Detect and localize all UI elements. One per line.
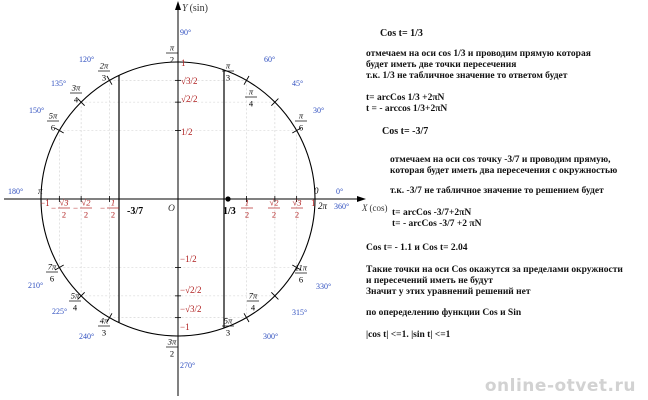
deg-135: 135° [51, 79, 67, 88]
fraction-num: √3 [292, 197, 302, 208]
fraction-num: π [169, 42, 175, 53]
note-line: |cos t| <=1. |sin t| <=1 [366, 330, 451, 340]
note-line: т.к. -3/7 не табличное значение то решением будет [390, 186, 604, 196]
fraction-label [46, 262, 58, 284]
fraction-num: π [248, 86, 254, 97]
fraction-num: 7π [248, 290, 258, 301]
deg-180: 180° [8, 187, 24, 196]
fraction-num: π [298, 110, 304, 121]
x-axis-arrow [357, 196, 366, 202]
note-line: т.к. 1/3 не табличное значение то ответом будет [366, 71, 568, 81]
y-axis-label: Y (sin) [182, 3, 208, 14]
fraction-den: 3 [225, 327, 231, 338]
deg-270: 270° [180, 361, 196, 370]
minus-sign: − [73, 203, 79, 213]
note-line: отмечаем на оси cos точку -3/7 и проводим прямую, [390, 155, 611, 165]
fraction-num: 3π [167, 336, 177, 347]
fraction-num: 5π [48, 110, 58, 121]
fraction-label [268, 198, 280, 220]
fraction-den: 3 [101, 327, 107, 338]
note-line: t= - arcCos -3/7 +2 πN [392, 219, 482, 229]
marker-point-pos [225, 196, 230, 201]
note-line: Cos t= 1/3 [380, 28, 423, 39]
fraction-label [69, 291, 81, 313]
radian-label: 2π [318, 201, 328, 211]
fraction-den: 2 [110, 209, 116, 220]
deg-30: 30° [313, 106, 325, 115]
fraction-num: 7π [47, 261, 57, 272]
fraction-den: 4 [72, 302, 78, 313]
note-line: Cos t= -3/7 [382, 126, 429, 137]
fraction-num: 1 [110, 197, 116, 208]
fraction-num: 5π [70, 290, 80, 301]
note-line: Cos t= - 1.1 и Cos t= 2.04 [366, 243, 468, 253]
sin-tick-label: −√3/2 [180, 304, 202, 314]
angle-spoke [244, 76, 249, 85]
cos-tick-label: 1 [311, 198, 316, 208]
fraction-label [98, 61, 110, 83]
fraction-den: 2 [83, 209, 89, 220]
origin-label: O [168, 204, 175, 214]
fraction-num: 11π [294, 262, 308, 273]
fraction-den: 2 [271, 209, 277, 220]
fraction-den: 6 [298, 274, 304, 285]
deg-90: 90° [180, 28, 192, 37]
minus-sign: − [100, 203, 106, 213]
fraction-label [295, 263, 308, 285]
note-line: t= arcCos -3/7+2πN [392, 208, 472, 218]
marker-label-pos: 1/3 [223, 206, 236, 217]
sin-tick-label: 1/2 [181, 127, 193, 137]
fraction-num: 4π [99, 315, 109, 326]
fraction-den: 6 [49, 273, 55, 284]
deg-210: 210° [28, 281, 44, 290]
fraction-label [166, 43, 178, 65]
angle-spoke [55, 265, 64, 270]
radian-label: 0 [314, 186, 319, 196]
deg-315: 315° [292, 308, 308, 317]
x-axis-label: X (cos) [362, 203, 388, 213]
fraction-num: √2 [81, 197, 91, 208]
sin-tick-label: −√2/2 [180, 285, 202, 295]
deg-45: 45° [292, 79, 304, 88]
fraction-den: 3 [101, 72, 107, 83]
fraction-num: 5π [223, 315, 233, 326]
fraction-den: 2 [169, 348, 175, 359]
fraction-num: 1 [244, 197, 250, 208]
fraction-den: 2 [61, 209, 67, 220]
note-line: t = - arccos 1/3+2πN [366, 104, 448, 114]
deg-120: 120° [79, 55, 95, 64]
deg-330: 330° [316, 282, 332, 291]
minus-sign: − [51, 203, 57, 213]
fraction-num: √2 [269, 197, 279, 208]
sin-tick-label: √3/2 [181, 76, 198, 86]
fraction-label [291, 198, 303, 220]
note-line: Такие точки на оси Cos окажутся за пределами окружности [366, 265, 623, 275]
sin-tick-labels [180, 58, 202, 332]
fraction-den: 3 [225, 72, 231, 83]
fraction-label [295, 111, 307, 133]
note-line: которая будет иметь два пересечения с окружностью [390, 166, 618, 176]
note-line: отмечаем на оси cos 1/3 и проводим прямую которая [366, 49, 591, 59]
fraction-den: 2 [294, 209, 300, 220]
fraction-label [241, 198, 253, 220]
fraction-den: 2 [169, 54, 175, 65]
note-line: и пересечений иметь не будут [366, 276, 493, 286]
y-axis-arrow [175, 1, 181, 10]
fraction-den: 6 [298, 122, 304, 133]
note-line: t= arcCos 1/3 +2πN [366, 93, 445, 103]
sin-tick-label: −1/2 [180, 254, 197, 264]
fraction-label [166, 337, 178, 359]
deg-360: 360° [334, 202, 350, 211]
sin-tick-label: √2/2 [181, 94, 198, 104]
watermark: online-otvet.ru [484, 376, 636, 396]
cos-tick-label: −1 [40, 198, 50, 208]
deg-300: 300° [263, 332, 279, 341]
note-line: Значит у этих уравнений решений нет [366, 287, 531, 297]
deg-150: 150° [29, 106, 45, 115]
deg-240: 240° [79, 332, 95, 341]
deg-0: 0° [336, 187, 344, 196]
marker-label-neg: -3/7 [127, 206, 144, 217]
deg-225: 225° [52, 307, 68, 316]
fraction-num: 3π [71, 82, 81, 93]
sin-tick-label: −1 [180, 322, 190, 332]
fraction-label [98, 316, 110, 338]
fraction-num: 2π [99, 60, 109, 71]
radian-label: π [38, 186, 43, 196]
note-line: по опеределению функции Cos и Sin [366, 308, 522, 318]
fraction-den: 4 [73, 94, 79, 105]
fraction-label [51, 198, 70, 220]
sin-tick-label: 1 [181, 58, 186, 68]
angle-spoke [244, 313, 249, 322]
fraction-den: 6 [50, 122, 56, 133]
fraction-label [73, 198, 92, 220]
note-line: будет иметь две точки пересечения [366, 60, 517, 70]
fraction-label [247, 291, 259, 313]
fraction-den: 2 [244, 209, 250, 220]
fraction-num: √3 [59, 197, 69, 208]
fraction-den: 4 [248, 98, 254, 109]
fraction-num: π [225, 60, 231, 71]
fraction-den: 4 [250, 302, 256, 313]
deg-60: 60° [264, 55, 276, 64]
